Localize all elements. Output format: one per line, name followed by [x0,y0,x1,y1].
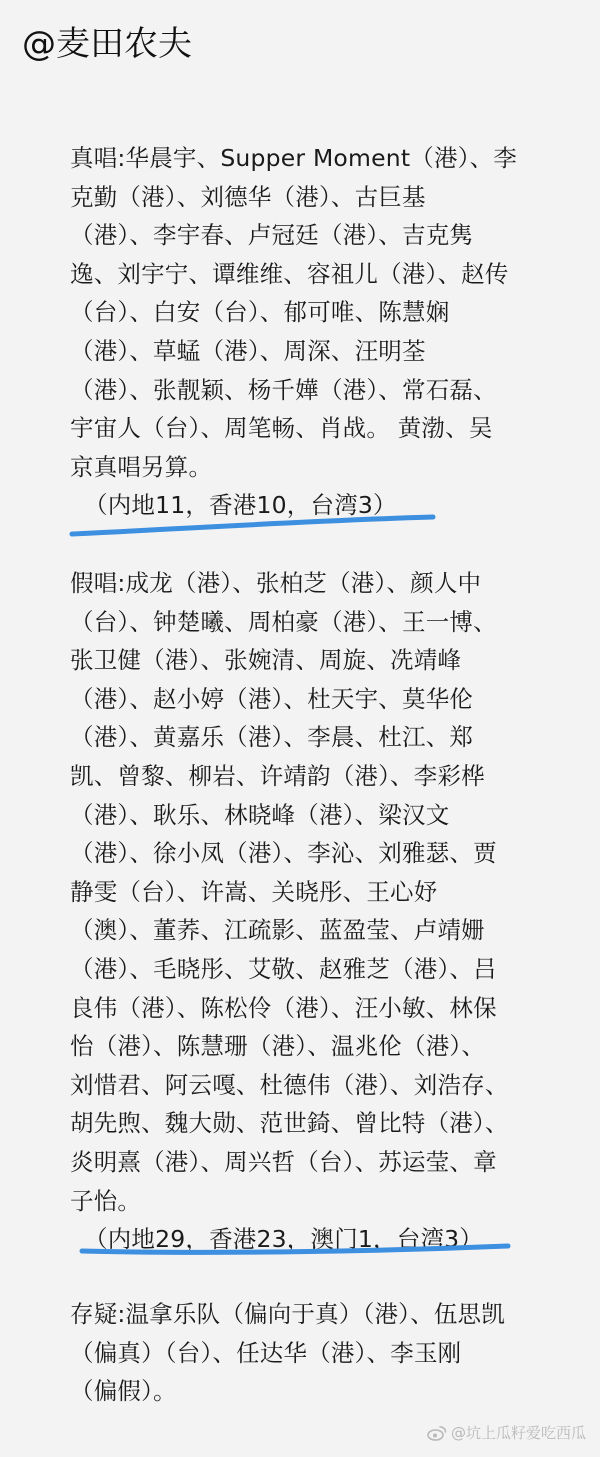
real-line: 宇宙人（台）、周笔畅、肖战。 黄渤、吴 [70,414,493,443]
fake-line: （澳）、董荞、江疏影、蓝盈莹、卢靖姗 [70,916,485,945]
doubt-line: （偏假）。 [70,1377,177,1406]
fake-line: （港）、黄嘉乐（港）、李晨、杜江、郑 [70,723,474,752]
fake-line: （台）、钟楚曦、周柏豪（港）、王一博、 [70,607,497,636]
fake-count-underline [82,1246,508,1252]
real-count-summary: （内地11，香港10，台湾3） [84,491,397,520]
fake-line: 子怡。 [70,1186,142,1215]
doubt-line: 存疑:温拿乐队（偏向于真）（港）、伍思凯 [70,1300,505,1328]
doubt-line: （偏真）（台）、任达华（港）、李玉刚 [70,1338,462,1367]
weibo-icon [427,1425,447,1441]
fake-line: 张卫健（港）、张婉清、周旋、冼靖峰 [70,646,462,675]
fake-line: 刘惜君、阿云嘎、杜德伟（港）、刘浩存、 [70,1070,509,1099]
real-line: 克勤（港）、刘德华（港）、古巨基 [70,182,426,211]
real-line: 京真唱另算。 [70,452,213,481]
fake-line: 怡（港）、陈慧珊（港）、温兆伦（港）、 [70,1032,486,1061]
fake-line: 静雯（台）、许嵩、关晓彤、王心妤 [70,877,438,906]
real-line: 逸、刘宇宁、谭维维、容祖儿（港）、赵传 [70,259,509,288]
author-handle: @麦田农夫 [22,24,192,64]
watermark-text: @坑上瓜籽爱吃西瓜 [450,1424,586,1442]
fake-count-summary: （内地29，香港23，澳门1，台湾3） [84,1225,484,1254]
real-line: （港）、李宇春、卢冠廷（港）、吉克隽 [70,221,474,250]
fake-line: 胡先煦、魏大勋、范世錡、曾比特（港）、 [70,1109,509,1138]
fake-line: （港）、耿乐、林晓峰（港）、梁汉文 [70,800,450,829]
fake-line: （港）、毛晓彤、艾敬、赵雅芝（港）、吕 [70,954,497,983]
real-line: （港）、张靓颖、杨千嬅（港）、常石磊、 [70,375,497,404]
fake-line: （港）、徐小凤（港）、李沁、刘雅瑟、贾 [70,839,497,868]
real-line: 真唱:华晨宇、Supper Moment（港）、李 [70,144,518,172]
fake-line: 良伟（港）、陈松伶（港）、汪小敏、林保 [70,993,497,1022]
real-line: （港）、草蜢（港）、周深、汪明荃 [70,336,426,365]
watermark [427,1423,586,1443]
fake-line: 假唱:成龙（港）、张柏芝（港）、颜人中 [70,569,482,597]
fake-line: （港）、赵小婷（港）、杜天宇、莫华伦 [70,684,474,713]
fake-line: 凯、曾黎、柳岩、许靖韵（港）、李彩桦 [70,761,485,790]
real-line: （台）、白安（台）、郁可唯、陈慧娴 [70,298,450,327]
fake-line: 炎明熹（港）、周兴哲（台）、苏运莹、章 [70,1147,497,1176]
real-count-underline [72,517,433,534]
